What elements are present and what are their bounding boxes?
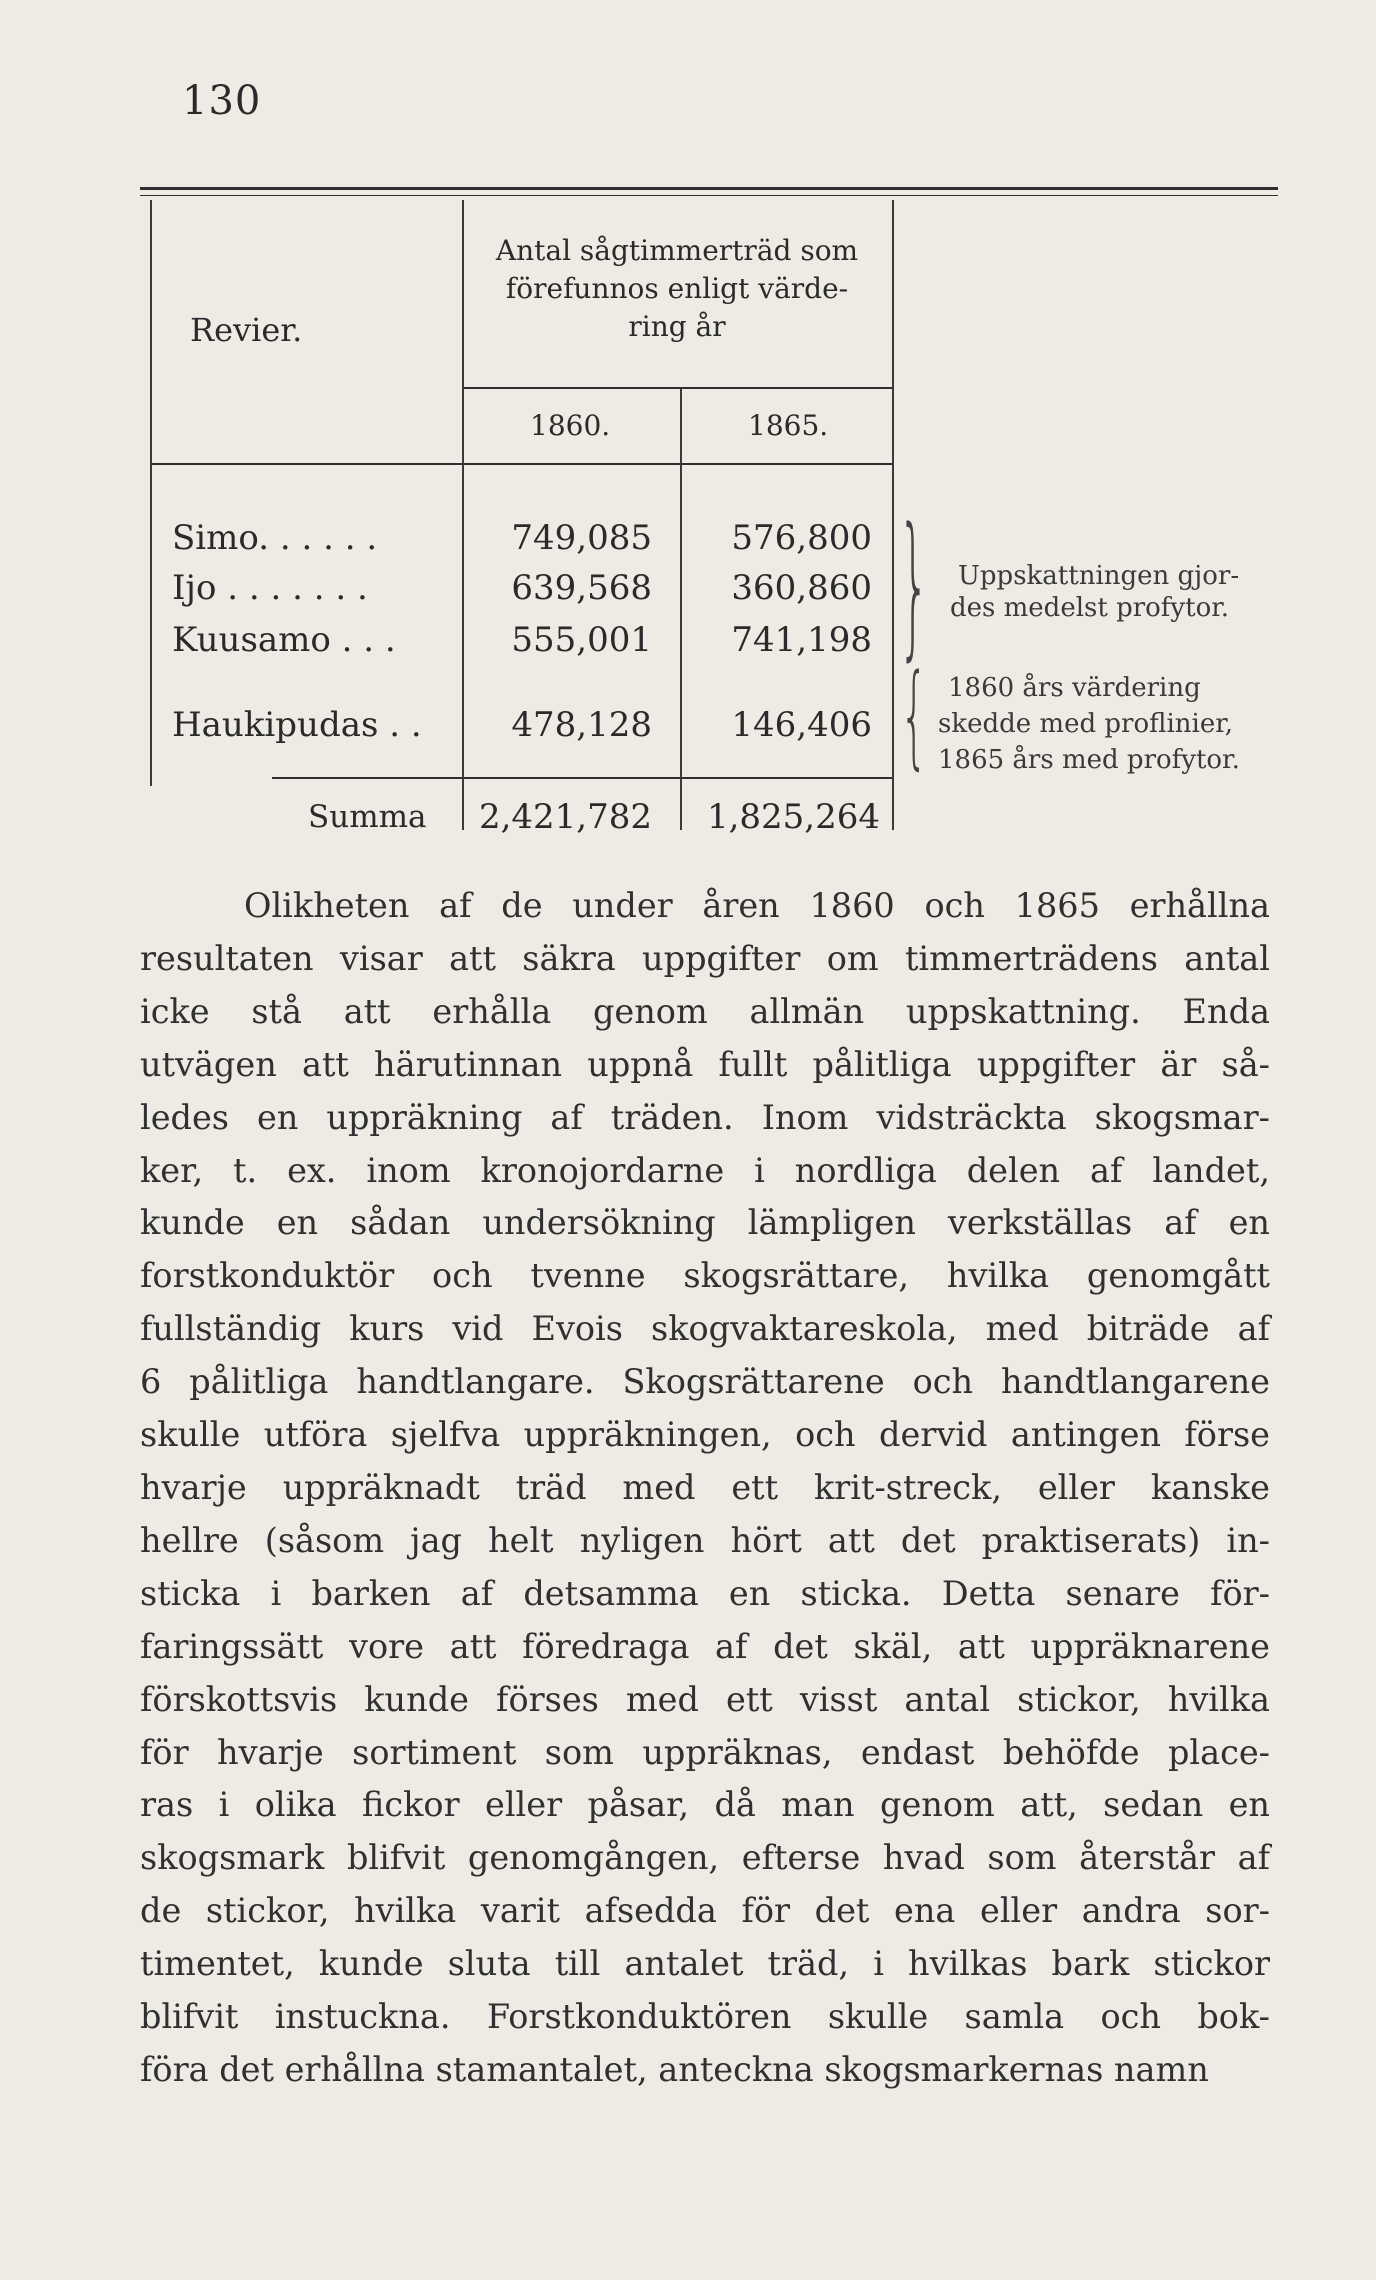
body-line: hellre (såsom jag helt nyligen hört att det praktiserats) in-: [140, 1520, 1270, 1560]
body-paragraph: [140, 880, 1270, 2097]
table-col-divider-1: [462, 200, 464, 830]
col-header-1865: 1865.: [748, 409, 829, 442]
table-top-rule-thin: [140, 195, 1278, 196]
body-line: de stickor, hvilka varit afsedda för det ena eller andra sor-: [140, 1891, 1270, 1931]
col-header-antal-line: förefunnos enligt värde-: [505, 272, 849, 305]
row-value-1865: 360,860: [731, 568, 872, 608]
row-name: Simo. . . . . .: [172, 518, 378, 558]
row-value-1865: 741,198: [731, 620, 872, 660]
body-line: skulle utföra sjelfva uppräkningen, och dervid antingen förse: [140, 1415, 1270, 1455]
body-line: utvägen att härutinnan uppnå fullt pålitliga uppgifter är så-: [140, 1044, 1270, 1084]
row-name: Haukipudas . .: [172, 705, 422, 745]
body-line: föra det erhållna stamantalet, anteckna skogsmarkernas namn: [140, 2049, 1209, 2089]
row-value-1865: 576,800: [731, 518, 872, 558]
body-line: icke stå att erhålla genom allmän uppskattning. Enda: [140, 991, 1270, 1031]
row-value-1860: 749,085: [511, 518, 652, 558]
table-col-divider-3: [892, 200, 894, 830]
col-header-revier: Revier.: [190, 311, 303, 349]
side-note-2-line: 1865 års med profytor.: [938, 745, 1240, 775]
side-note-1-line: Uppskattningen gjor-: [958, 561, 1240, 591]
row-value-1860: 639,568: [511, 568, 652, 608]
row-value-1860: 478,128: [511, 705, 652, 745]
body-line: hvarje uppräknadt träd med ett krit-streck, eller kanske: [140, 1467, 1270, 1507]
body-line: sticka i barken af detsamma en sticka. Detta senare för-: [140, 1573, 1270, 1613]
row-name: Ijo . . . . . . .: [172, 568, 368, 608]
table-top-rule: [140, 187, 1278, 190]
col-header-antal-line: Antal sågtimmerträd som: [495, 234, 859, 267]
summa-label: Summa: [308, 799, 427, 835]
body-line: fullständig kurs vid Evois skogvaktareskola, med biträde af: [140, 1309, 1270, 1349]
body-line: faringssätt vore att föredraga af det skäl, att uppräknarene: [140, 1626, 1270, 1666]
brace-1: }: [898, 494, 930, 676]
body-line: Olikheten af de under åren 1860 och 1865 erhållna: [244, 886, 1270, 925]
brace-2: {: [900, 650, 928, 781]
body-line: ras i olika fickor eller påsar, då man genom att, sedan en: [140, 1785, 1270, 1825]
body-line: ker, t. ex. inom kronojordarne i nordliga delen af landet,: [140, 1150, 1270, 1190]
side-note-1-line: des medelst profytor.: [950, 593, 1230, 623]
summa-value-1865: 1,825,264: [706, 797, 880, 837]
side-note-2-line: skedde med proflinier,: [938, 709, 1234, 739]
table-header-divider: [462, 387, 892, 389]
side-note-2-line: 1860 års värdering: [948, 673, 1201, 703]
col-header-1860: 1860.: [530, 409, 611, 442]
body-line: forstkonduktör och tvenne skogsrättare, hvilka genomgått: [140, 1256, 1270, 1296]
row-value-1860: 555,001: [511, 620, 652, 660]
summa-value-1860: 2,421,782: [478, 797, 652, 837]
table-col-divider-2: [680, 389, 682, 830]
table-header-bottom-rule: [150, 463, 892, 465]
body-line: skogsmark blifvit genomgången, efterse hvad som återstår af: [140, 1838, 1270, 1878]
row-name: Kuusamo . . .: [172, 620, 396, 660]
body-line: för hvarje sortiment som uppräknas, endast behöfde place-: [140, 1732, 1270, 1772]
col-header-antal: [470, 232, 884, 346]
row-value-1865: 146,406: [731, 705, 872, 745]
table-left-border: [150, 200, 152, 786]
col-header-antal-line: ring år: [628, 310, 726, 343]
page-number: 130: [182, 78, 262, 124]
side-note-2: [938, 670, 1240, 778]
body-line: resultaten visar att säkra uppgifter om timmerträdens antal: [140, 938, 1270, 978]
body-line: 6 pålitliga handtlangare. Skogsrättarene och handtlangarene: [140, 1362, 1270, 1402]
body-line: timentet, kunde sluta till antalet träd, i hvilkas bark stickor: [140, 1944, 1270, 1984]
body-line: blifvit instuckna. Forstkonduktören skulle samla och bok-: [140, 1997, 1270, 2037]
body-line: förskottsvis kunde förses med ett visst antal stickor, hvilka: [140, 1679, 1270, 1719]
body-line: kunde en sådan undersökning lämpligen verkställas af en: [140, 1203, 1270, 1243]
table-summa-rule: [272, 777, 892, 779]
body-line: ledes en uppräkning af träden. Inom vidsträckta skogsmar-: [140, 1097, 1270, 1137]
side-note-1: [950, 560, 1239, 624]
